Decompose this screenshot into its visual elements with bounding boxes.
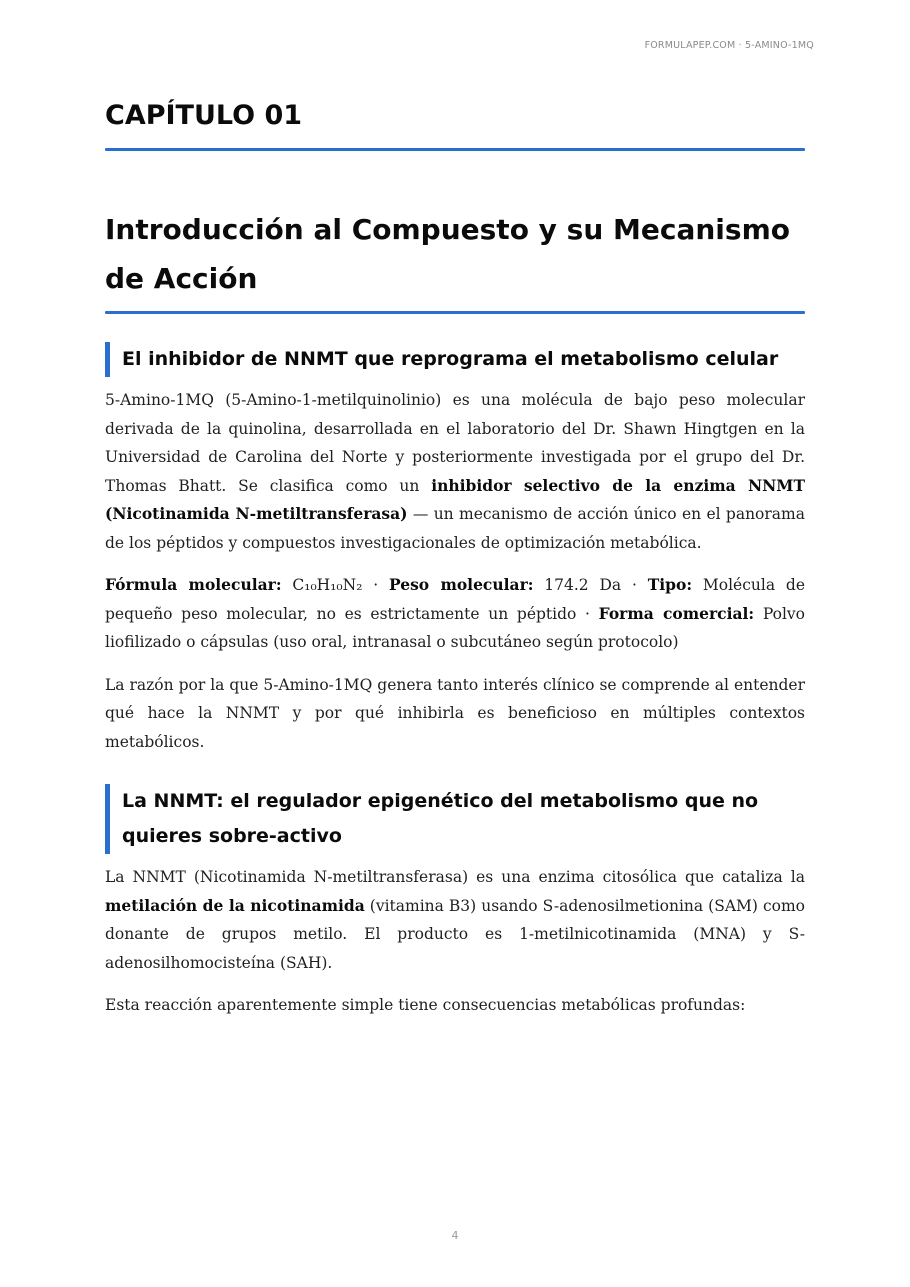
weight-value: 174.2 Da · [533,576,648,594]
chapter-label: CAPÍTULO 01 [105,100,303,131]
page-content [105,96,805,1020]
intro-text-c: — un mecanismo de acción único en el panorama de los péptidos y compuestos investigacionales de optimización metabólica. [105,505,805,552]
section-heading-nnmt-inhibitor: El inhibidor de NNMT que reprograma el metabolismo celular [105,342,805,377]
running-header: FORMULAPEP.COM · 5-AMINO-1MQ [644,40,814,51]
nnmt-text-bold: metilación de la nicotinamida [105,895,365,915]
specs-paragraph [105,571,805,657]
type-value: Molécula de pequeño peso molecular, no es estrictamente un péptido · [105,576,805,623]
nnmt-text-c: (vitamina B3) usando S-adenosilmetionina (SAM) como donante de grupos metilo. El producto es 1-metilnicotinamida (MNA) y S-adenosilhomocisteína (SAH). [105,896,806,972]
intro-paragraph [105,386,805,557]
title-divider [105,311,805,314]
chapter-divider [105,148,805,151]
page-number: 4 [451,1229,459,1242]
consequences-paragraph: Esta reacción aparentemente simple tiene consecuencias metabólicas profundas: [105,996,746,1014]
nnmt-paragraph [105,863,805,977]
interest-paragraph: La razón por la que 5-Amino-1MQ genera tanto interés clínico se comprende al entender qué hace la NNMT y por qué inhibirla es beneficioso en múltiples contextos metabólicos. [105,675,805,751]
type-label: Tipo: [647,575,693,594]
form-label: Forma comercial: [598,603,755,623]
formula-value: C₁₀H₁₀N₂ · [281,576,389,594]
intro-text-bold: inhibidor selectivo de la enzima NNMT (Nicotinamida N-metiltransferasa) [105,475,805,523]
form-value: Polvo liofilizado o cápsulas (uso oral, intranasal o subcutáneo según protocolo) [105,604,805,651]
chapter-title: Introducción al Compuesto y su Mecanismo de Acción [105,213,790,295]
weight-label: Peso molecular: [388,575,534,594]
section-heading-nnmt-regulator: La NNMT: el regulador epigenético del metabolismo que no quieres sobre-activo [105,784,805,854]
nnmt-text-a: La NNMT (Nicotinamida N-metiltransferasa) es una enzima citosólica que cataliza la [105,868,805,886]
formula-label: Fórmula molecular: [105,575,282,594]
intro-text-a: 5-Amino-1MQ (5-Amino-1-metilquinolinio) es una molécula de bajo peso molecular derivada de la quinolina, desarrollada en el laboratorio del Dr. Shawn Hingtgen en la Universidad de Carolina del Norte y posteriormente investigada por el grupo del Dr. Thomas Bhatt. Se clasifica como un [105,391,805,495]
